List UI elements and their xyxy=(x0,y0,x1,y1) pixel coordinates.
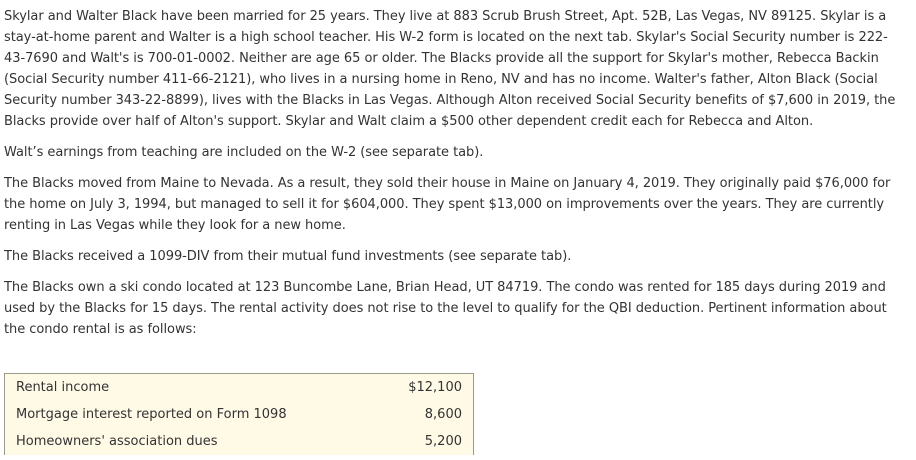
paragraph-ski-condo: The Blacks own a ski condo located at 123 Buncombe Lane, Brian Head, UT 84719. The condo was rented for 185 days during 2019 and used by the Blacks for 15 days. The rental activity does not rise to the level to qualify for the QBI deduction. Pertinent information about the condo rental is as follows: xyxy=(4,280,887,337)
row-value: $12,100 xyxy=(408,380,462,395)
paragraph-household: Skylar and Walter Black have been married for 25 years. They live at 883 Scrub Brush Street, Apt. 52B, Las Vegas, NV 89125. Skylar is a stay-at-home parent and Walter is a high school teacher. His W-2 form is located on the next tab. Skylar's Social Security number is 222-43-7690 and Walt's is 700-01-0002. Neither are age 65 or older. The Blacks provide all the support for Skylar's mother, Rebecca Backin (Social Security number 411-66-2121), who lives in a nursing home in Reno, NV and has no income. Walter's father, Alton Black (Social Security number 343-22-8899), lives with the Blacks in Las Vegas. Although Alton received Social Security benefits of $7,600 in 2019, the Blacks provide over half of Alton's support. Skylar and Walt claim a $500 other dependent credit each for Rebecca and Alton. xyxy=(4,9,896,129)
condo-rental-table xyxy=(4,373,474,455)
table-row xyxy=(5,428,474,455)
row-value: 8,600 xyxy=(424,407,462,422)
paragraph-w2: Walt’s earnings from teaching are included on the W-2 (see separate tab). xyxy=(4,145,484,160)
paragraph-1099-div: The Blacks received a 1099-DIV from their mutual fund investments (see separate tab). xyxy=(4,249,572,264)
table-row xyxy=(5,401,474,428)
row-value: 5,200 xyxy=(424,434,462,449)
problem-text xyxy=(4,0,904,350)
row-label: Rental income xyxy=(16,380,110,395)
row-label: Mortgage interest reported on Form 1098 xyxy=(16,407,287,422)
table-row xyxy=(5,374,474,402)
row-label: Homeowners' association dues xyxy=(16,434,218,449)
paragraph-home-sale: The Blacks moved from Maine to Nevada. As a result, they sold their house in Maine on January 4, 2019. They originally paid $76,000 for the home on July 3, 1994, but managed to sell it for $604,000. They spent $13,000 on improvements over the years. They are currently renting in Las Vegas while they look for a new home. xyxy=(4,176,891,233)
